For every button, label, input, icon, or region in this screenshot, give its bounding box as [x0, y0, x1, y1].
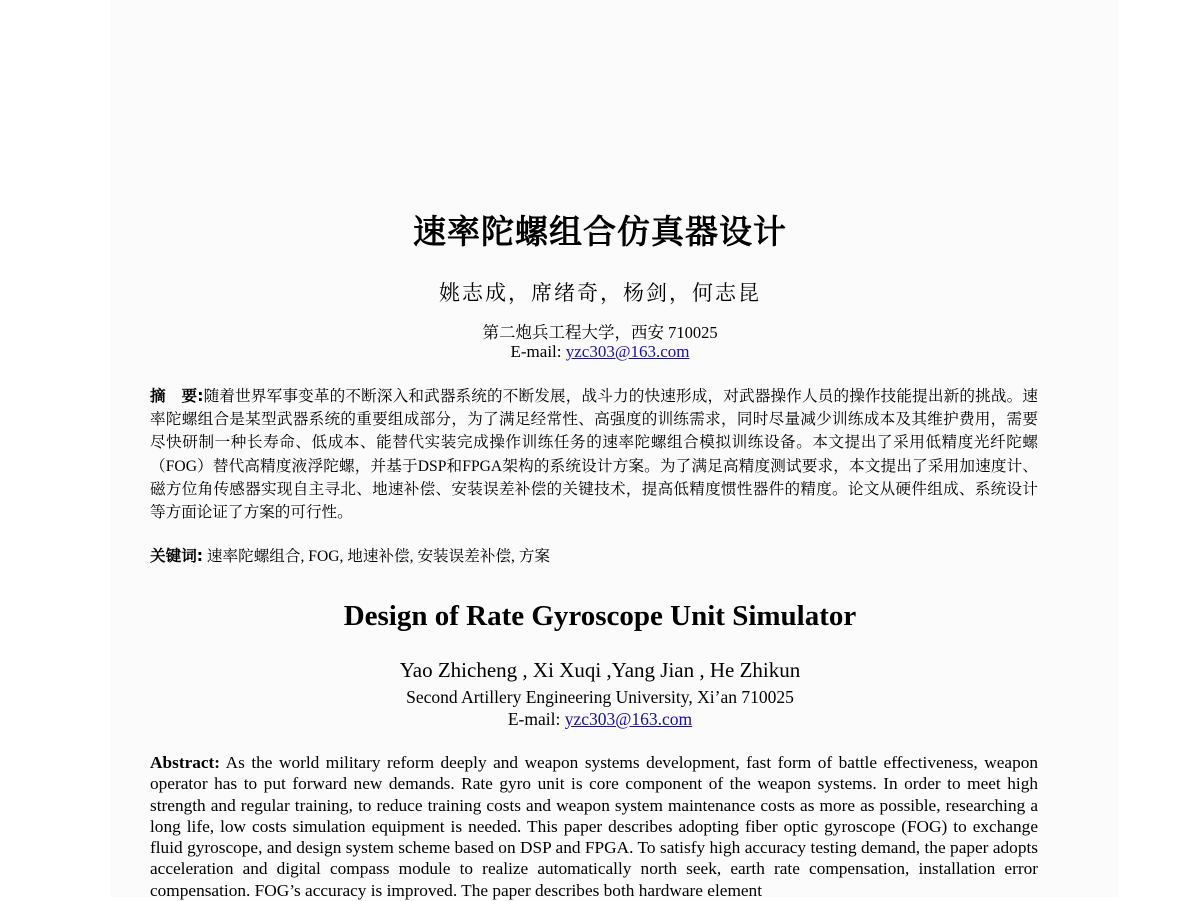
english-title: Design of Rate Gyroscope Unit Simulator: [343, 600, 857, 632]
chinese-abstract: [150, 385, 1038, 524]
email-label: E-mail:: [507, 709, 565, 729]
english-authors: Yao Zhicheng , Xi Xuqi ,Yang Jian , He Zhikun: [399, 658, 801, 682]
keywords-label: 关键词:: [150, 547, 204, 565]
chinese-email-line: [0, 342, 1200, 362]
keywords-text: 速率陀螺组合, FOG, 地速补偿, 安装误差补偿, 方案: [203, 548, 551, 565]
abstract-text: As the world military reform deeply and weapon systems development, fast form of battle effectiveness, weapon operator has to put forward new demands. Rate gyro unit is core component of the weapon systems. In order to meet high strength and regular training, to reduce training costs and weapon system maintenance costs as more as possible, researching a long life, low costs simulation equipment is needed. This paper describes adopting fiber optic gyroscope (FOG) to exchange fluid gyroscope, and design system scheme based on DSP and FPGA. To satisfy high accuracy testing demand, the paper adopts acceleration and digital compass module to realize automatically north seek, earth rate compensation, installation error compensation. FOG’s accuracy is improved. The paper describes both hardware element: [150, 753, 1038, 900]
english-abstract: [150, 752, 1038, 901]
abstract-label: Abstract:: [150, 753, 221, 772]
email-link[interactable]: yzc303@163.com: [564, 709, 693, 729]
email-link[interactable]: yzc303@163.com: [565, 342, 690, 361]
english-affiliation: Second Artillery Engineering University, Xi’an 710025: [406, 687, 794, 707]
chinese-affiliation: 第二炮兵工程大学，西安 710025: [482, 323, 718, 342]
chinese-title: 速率陀螺组合仿真器设计: [413, 212, 787, 251]
english-email-line: [0, 709, 1200, 730]
abstract-label: 摘 要:: [150, 387, 204, 405]
chinese-keywords: [150, 545, 1038, 568]
email-label: E-mail:: [510, 342, 566, 361]
chinese-authors: 姚志成，席绪奇，杨剑，何志昆: [439, 281, 761, 305]
abstract-text: 随着世界军事变革的不断深入和武器系统的不断发展，战斗力的快速形成，对武器操作人员的操作技能提出新的挑战。速率陀螺组合是某型武器系统的重要组成部分，为了满足经常性、高强度的训练需求，同时尽量减少训练成本及其维护费用，需要尽快研制一种长寿命、低成本、能替代实装完成操作训练任务的速率陀螺组合模拟训练设备。本文提出了采用低精度光纤陀螺（FOG）替代高精度液浮陀螺，并基于DSP和FPGA架构的系统设计方案。为了满足高精度测试要求，本文提出了采用加速度计、磁方位角传感器实现自主寻北、地速补偿、安装误差补偿的关键技术，提高低精度惯性器件的精度。论文从硬件组成、系统设计等方面论证了方案的可行性。: [150, 388, 1038, 522]
